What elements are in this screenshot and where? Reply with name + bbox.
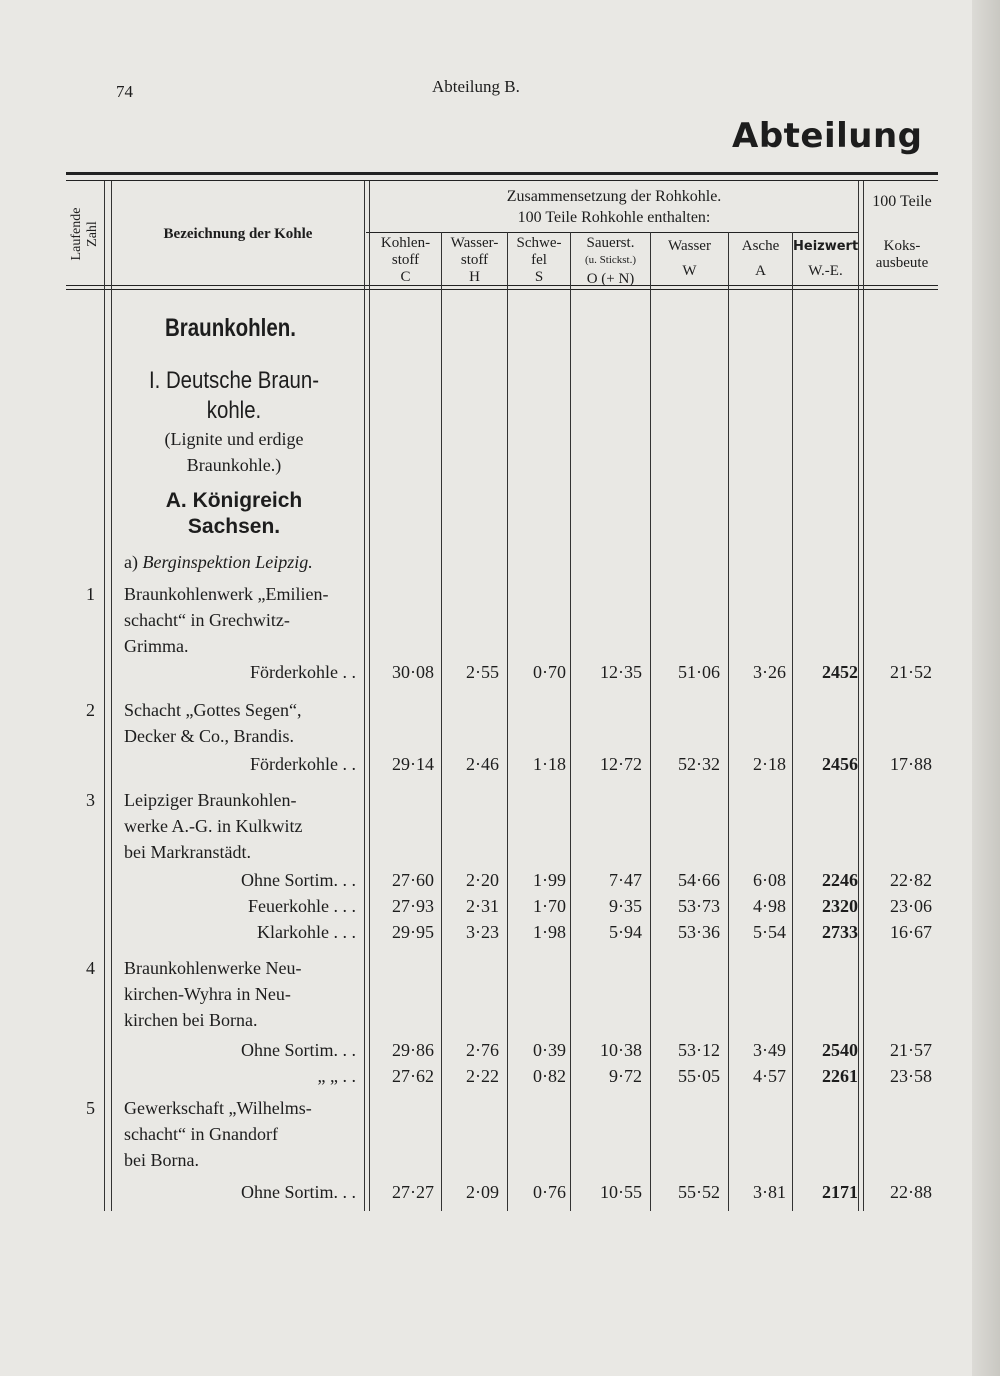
heading-note bbox=[116, 426, 352, 478]
entry-line: Schacht „Gottes Segen“, bbox=[124, 700, 302, 720]
entry-line: schacht“ in Grechwitz- bbox=[124, 610, 290, 630]
hdr-l1: Koks- bbox=[883, 238, 921, 254]
col-divider bbox=[441, 232, 442, 1211]
heading-braunkohlen: Braunkohlen. bbox=[165, 314, 296, 342]
col-header-we bbox=[793, 238, 858, 280]
hdr-l2: (u. Stickst.) bbox=[584, 254, 637, 266]
cell-w: 53·73 bbox=[678, 896, 720, 916]
group-title-text: Zusammensetzung der Rohkohle. bbox=[506, 188, 722, 205]
cell-a: 4·98 bbox=[753, 896, 786, 916]
entry-line: bei Markranstädt. bbox=[124, 842, 251, 862]
entry-line: werke A.-G. in Kulkwitz bbox=[124, 816, 303, 836]
entry-line: Leipziger Braunkohlen- bbox=[124, 790, 297, 810]
right-group-title: 100 Teile bbox=[872, 193, 932, 210]
cell-w: 55·05 bbox=[678, 1066, 720, 1086]
hdr-sym: A bbox=[755, 263, 766, 279]
col-header-c bbox=[370, 235, 441, 286]
cell-we: 2540 bbox=[822, 1040, 858, 1060]
cell-w: 55·52 bbox=[678, 1182, 720, 1202]
cell-k: 22·88 bbox=[890, 1182, 932, 1202]
heading-line: A. Königreich bbox=[165, 489, 303, 512]
cell-a: 3·26 bbox=[753, 662, 786, 682]
cell-we: 2246 bbox=[822, 870, 858, 890]
page-edge bbox=[972, 0, 1000, 1376]
heading-line: Sachsen. bbox=[187, 515, 281, 538]
col-header-h bbox=[442, 235, 507, 286]
cell-h: 2·55 bbox=[466, 662, 499, 682]
heading-line: kohle. bbox=[206, 397, 262, 424]
entry-description bbox=[124, 787, 356, 865]
cell-k: 21·57 bbox=[890, 1040, 932, 1060]
cell-a: 3·81 bbox=[753, 1182, 786, 1202]
subsection-title: Berginspektion Leipzig. bbox=[142, 552, 313, 572]
col-header-a bbox=[729, 238, 792, 280]
col-divider bbox=[858, 181, 859, 1211]
group-title bbox=[370, 188, 858, 206]
cell-c: 29·14 bbox=[392, 754, 434, 774]
entry-line: Braunkohlenwerk „Emilien- bbox=[124, 584, 329, 604]
cell-w: 51·06 bbox=[678, 662, 720, 682]
cell-o: 10·55 bbox=[600, 1182, 642, 1202]
entry-description bbox=[124, 697, 356, 749]
subsection-prefix: a) bbox=[124, 552, 138, 572]
row-label: Ohne Sortim. . . bbox=[241, 870, 356, 890]
cell-a: 4·57 bbox=[753, 1066, 786, 1086]
cell-h: 2·20 bbox=[466, 870, 499, 890]
row-label: Ohne Sortim. . . bbox=[241, 1040, 356, 1060]
hdr-l1: Kohlen- bbox=[380, 235, 431, 251]
cell-o: 10·38 bbox=[600, 1040, 642, 1060]
cell-o: 12·35 bbox=[600, 662, 642, 682]
cell-s: 0·76 bbox=[533, 1182, 566, 1202]
cell-k: 17·88 bbox=[890, 754, 932, 774]
entry-line: schacht“ in Gnandorf bbox=[124, 1124, 278, 1144]
cell-o: 5·94 bbox=[609, 922, 642, 942]
cell-we: 2320 bbox=[822, 896, 858, 916]
entry-line: Decker & Co., Brandis. bbox=[124, 726, 294, 746]
entry-number: 5 bbox=[86, 1098, 95, 1118]
entry-line: Braunkohlenwerke Neu- bbox=[124, 958, 302, 978]
col-header-o bbox=[571, 235, 650, 288]
hdr-l1: Asche bbox=[741, 238, 780, 254]
col-divider bbox=[111, 181, 112, 1211]
entry-description bbox=[124, 1095, 356, 1173]
col-header-koks bbox=[864, 238, 940, 272]
cell-h: 3·23 bbox=[466, 922, 499, 942]
row-label: Klarkohle . . . bbox=[257, 922, 356, 942]
cell-h: 2·31 bbox=[466, 896, 499, 916]
hdr-sym: W bbox=[682, 263, 697, 279]
col-divider bbox=[104, 181, 105, 1211]
entry-description bbox=[124, 581, 356, 659]
row-label: „ „ . . bbox=[317, 1066, 356, 1086]
cell-s: 0·39 bbox=[533, 1040, 566, 1060]
row-label: Feuerkohle . . . bbox=[248, 896, 356, 916]
row-label: Förderkohle . . bbox=[250, 754, 356, 774]
hdr-l1: Sauerst. bbox=[586, 235, 635, 251]
hdr-l1: Wasser bbox=[668, 238, 711, 254]
cell-o: 9·35 bbox=[609, 896, 642, 916]
cell-w: 52·32 bbox=[678, 754, 720, 774]
cell-we: 2452 bbox=[822, 662, 858, 682]
cell-s: 1·98 bbox=[533, 922, 566, 942]
cell-s: 0·82 bbox=[533, 1066, 566, 1086]
cell-c: 27·60 bbox=[392, 870, 434, 890]
entry-line: bei Borna. bbox=[124, 1150, 199, 1170]
top-rule bbox=[66, 172, 938, 175]
col-index-line: Laufende bbox=[69, 207, 84, 261]
cell-h: 2·09 bbox=[466, 1182, 499, 1202]
cell-o: 12·72 bbox=[600, 754, 642, 774]
top-rule-thin bbox=[66, 180, 938, 181]
entry-line: Gewerkschaft „Wilhelms- bbox=[124, 1098, 312, 1118]
note-line: Braunkohle.) bbox=[186, 455, 282, 475]
cell-o: 9·72 bbox=[609, 1066, 642, 1086]
col-index-line: Zahl bbox=[85, 221, 100, 247]
cell-c: 27·27 bbox=[392, 1182, 434, 1202]
cell-k: 23·06 bbox=[890, 896, 932, 916]
cell-s: 1·70 bbox=[533, 896, 566, 916]
cell-k: 22·82 bbox=[890, 870, 932, 890]
cell-c: 27·93 bbox=[392, 896, 434, 916]
cell-h: 2·22 bbox=[466, 1066, 499, 1086]
entry-line: kirchen bei Borna. bbox=[124, 1010, 258, 1030]
cell-c: 29·86 bbox=[392, 1040, 434, 1060]
entry-number: 2 bbox=[86, 700, 95, 720]
entry-description bbox=[124, 955, 356, 1033]
header-rule-2 bbox=[66, 289, 938, 290]
cell-w: 54·66 bbox=[678, 870, 720, 890]
hdr-l2: fel bbox=[531, 252, 547, 268]
cell-w: 53·12 bbox=[678, 1040, 720, 1060]
col-divider bbox=[507, 232, 508, 1211]
cell-k: 21·52 bbox=[890, 662, 932, 682]
heading-sachsen bbox=[116, 488, 352, 540]
subsection-a bbox=[124, 552, 313, 573]
cell-we: 2456 bbox=[822, 754, 858, 774]
cell-we: 2261 bbox=[822, 1066, 858, 1086]
row-label: Ohne Sortim. . . bbox=[241, 1182, 356, 1202]
heading-deutsche bbox=[134, 366, 335, 426]
cell-a: 6·08 bbox=[753, 870, 786, 890]
hdr-l2: stoff bbox=[460, 252, 489, 268]
cell-c: 27·62 bbox=[392, 1066, 434, 1086]
hdr-sym: S bbox=[534, 269, 544, 285]
hdr-l1: Schwe- bbox=[516, 235, 562, 251]
cell-w: 53·36 bbox=[678, 922, 720, 942]
cell-o: 7·47 bbox=[609, 870, 642, 890]
col-divider bbox=[728, 232, 729, 1211]
entry-number: 3 bbox=[86, 790, 95, 810]
cell-c: 30·08 bbox=[392, 662, 434, 682]
cell-s: 0·70 bbox=[533, 662, 566, 682]
entry-number: 1 bbox=[86, 584, 95, 604]
group-rule bbox=[366, 232, 858, 233]
hdr-l1: Heizwert bbox=[793, 239, 859, 254]
col-header-w bbox=[651, 238, 728, 280]
cell-c: 29·95 bbox=[392, 922, 434, 942]
hdr-sym: O (+ N) bbox=[586, 271, 635, 287]
page-number: 74 bbox=[116, 82, 133, 101]
heading-line: I. Deutsche Braun- bbox=[148, 367, 320, 394]
hdr-sym: C bbox=[400, 269, 411, 285]
cell-s: 1·18 bbox=[533, 754, 566, 774]
cell-h: 2·76 bbox=[466, 1040, 499, 1060]
col-index-header bbox=[50, 207, 120, 261]
col-divider bbox=[792, 232, 793, 1211]
running-head: Abteilung B. bbox=[432, 77, 520, 96]
cell-we: 2171 bbox=[822, 1182, 858, 1202]
cell-a: 3·49 bbox=[753, 1040, 786, 1060]
cell-a: 2·18 bbox=[753, 754, 786, 774]
col-divider bbox=[570, 232, 571, 1211]
entry-line: Grimma. bbox=[124, 636, 189, 656]
cell-k: 23·58 bbox=[890, 1066, 932, 1086]
hdr-l2: stoff bbox=[391, 252, 420, 268]
hdr-sym: H bbox=[469, 269, 480, 285]
col-header-s bbox=[508, 235, 570, 286]
cell-a: 5·54 bbox=[753, 922, 786, 942]
entry-line: kirchen-Wyhra in Neu- bbox=[124, 984, 291, 1004]
entry-number: 4 bbox=[86, 958, 95, 978]
col-divider bbox=[650, 232, 651, 1211]
cell-we: 2733 bbox=[822, 922, 858, 942]
hdr-sym: W.-E. bbox=[808, 263, 843, 279]
cell-s: 1·99 bbox=[533, 870, 566, 890]
cell-h: 2·46 bbox=[466, 754, 499, 774]
row-label: Förderkohle . . bbox=[250, 662, 356, 682]
group-sub: 100 Teile Rohkohle enthalten: bbox=[517, 209, 711, 226]
hdr-l2: ausbeute bbox=[875, 255, 929, 271]
cell-k: 16·67 bbox=[890, 922, 932, 942]
page-title: Abteilung bbox=[732, 116, 923, 156]
note-line: (Lignite und erdige bbox=[164, 429, 304, 449]
col-name-header: Bezeichnung der Kohle bbox=[163, 226, 313, 242]
hdr-l1: Wasser- bbox=[450, 235, 499, 251]
